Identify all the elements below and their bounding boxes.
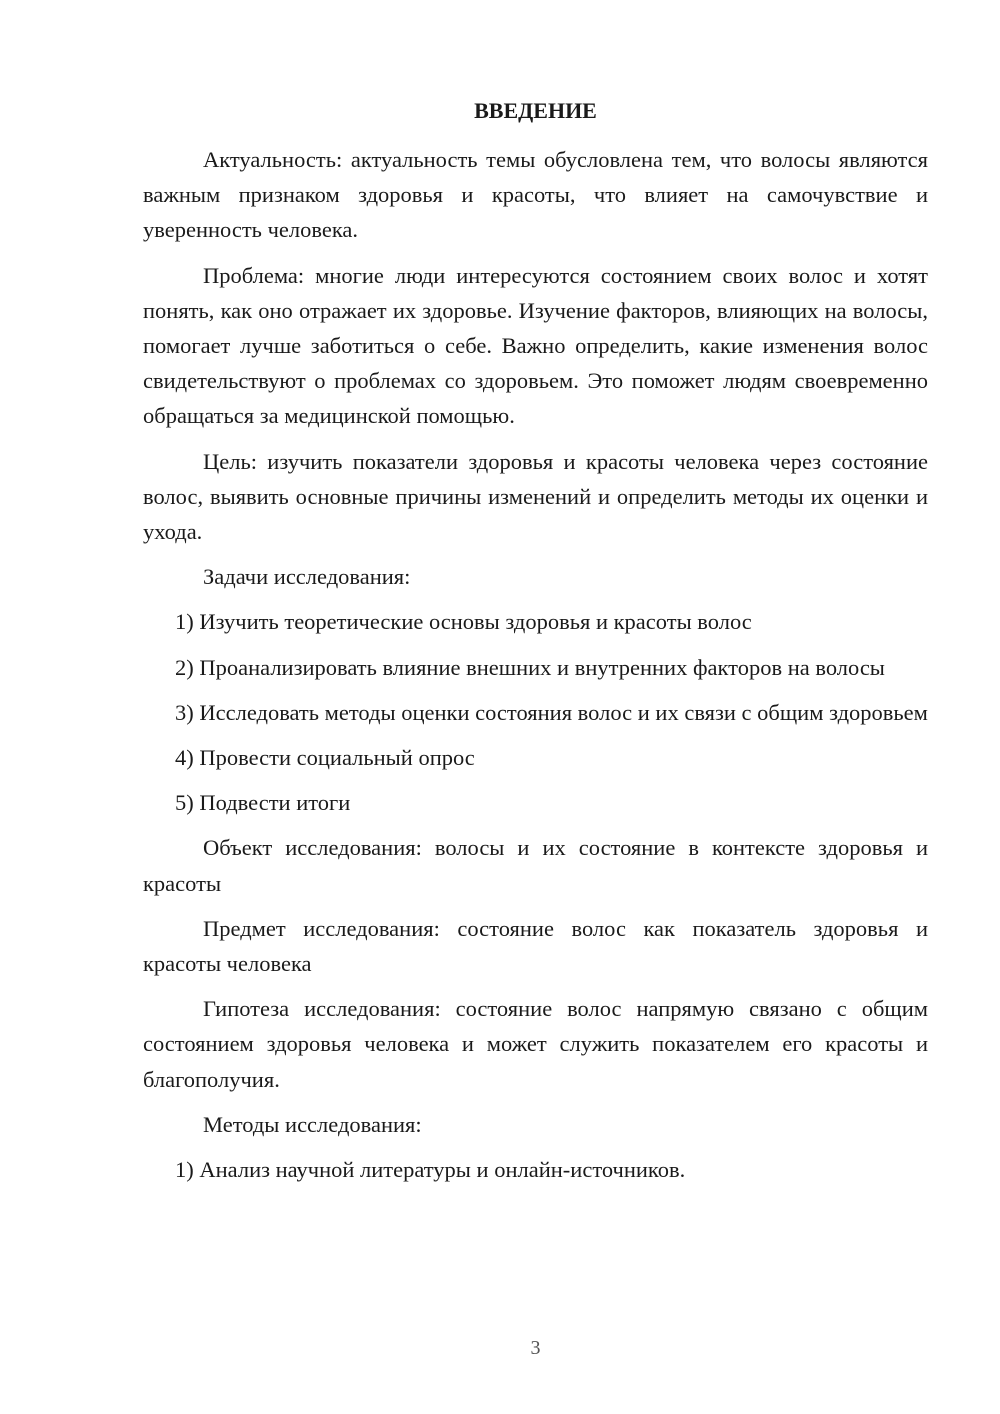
paragraph-object: Объект исследования: волосы и их состояние в контексте здоровья и красоты [143,835,928,896]
document-page [143,0,928,1414]
paragraph-subject: Предмет исследования: состояние волос как показатель здоровья и красоты человека [143,915,928,977]
document-body [143,142,928,1197]
paragraph-tasks-heading: Задачи исследования: [203,564,411,590]
paragraph-goal: Цель: изучить показатели здоровья и красоты человека через состояние волос, выявить основные причины изменений и определить методы их оценки и ухода. [143,448,928,545]
list-item-method-1: 1) Анализ научной литературы и онлайн-источников. [175,1157,686,1183]
list-item-task-5: 5) Подвести итоги [175,790,351,816]
list-item-task-1: 1) Изучить теоретические основы здоровья и красоты волос [175,609,752,635]
paragraph-problem: Проблема: многие люди интересуются состоянием своих волос и хотят понять, как оно отражает их здоровье. Изучение факторов, влияющих на волосы, помогает лучше заботиться о себе. Важно определить, какие изменения волос свидетельствуют о проблемах со здоровьем. Это поможет людям своевременно обращаться за медицинской помощью. [143,262,928,429]
paragraph-hypothesis: Гипотеза исследования: состояние волос напрямую связано с общим состоянием здоровья человека и может служить показателем его красоты и благополучия. [143,996,928,1092]
list-item-task-2: 2) Проанализировать влияние внешних и внутренних факторов на волосы [175,654,885,680]
paragraph-relevance: Актуальность: актуальность темы обусловлена тем, что волосы являются важным признаком здоровья и красоты, что влияет на самочувствие и уверенность человека. [143,147,928,243]
paragraph-methods-heading: Методы исследования: [203,1111,422,1137]
section-title: ВВЕДЕНИЕ [474,98,597,123]
list-item-task-4: 4) Провести социальный опрос [175,745,475,771]
page-number: 3 [530,1337,541,1359]
list-item-task-3: 3) Исследовать методы оценки состояния волос и их связи с общим здоровьем [175,699,928,725]
